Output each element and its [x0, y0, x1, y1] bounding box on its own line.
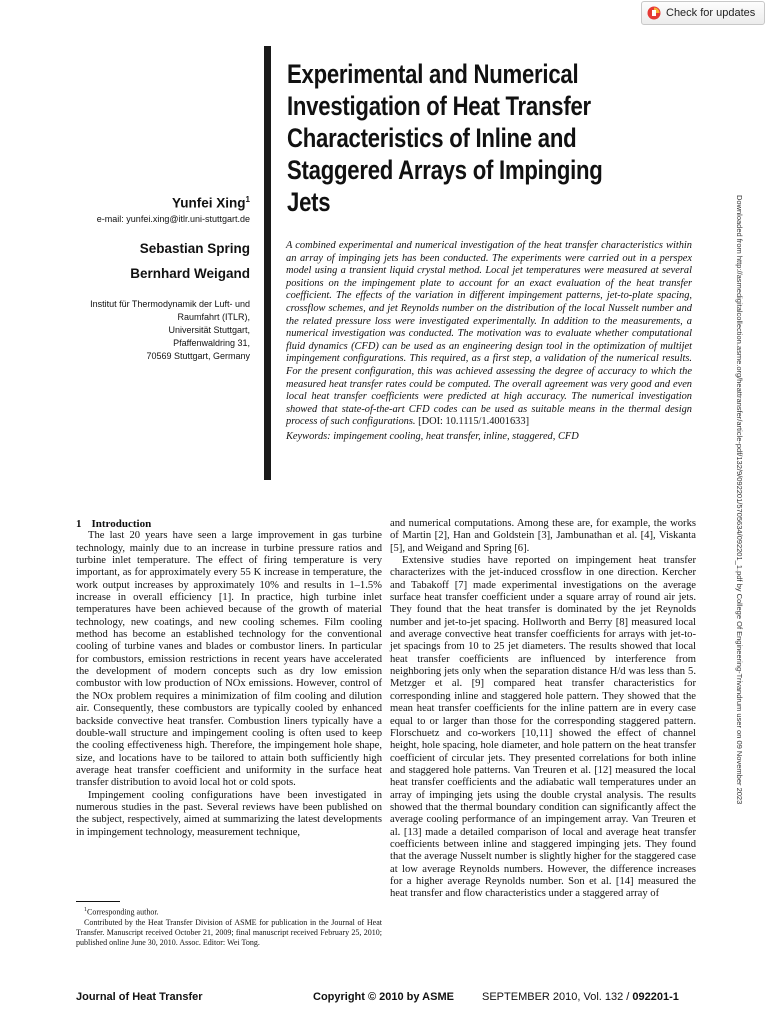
doi[interactable]: [DOI: 10.1115/1.4001633] — [418, 416, 530, 428]
author-2: Sebastian Spring — [139, 240, 250, 256]
paper-title: Experimental and Numerical Investigation of Heat Transfer Characteristics of Inline and Staggered Arrays of Impinging Jets — [287, 59, 603, 217]
footer-journal: Journal of Heat Transfer — [76, 991, 203, 1003]
check-updates-label: Check for updates — [666, 7, 756, 19]
body-paragraph: and numerical computations. Among these are, for example, the works of Martin [2], Han and Goldstein [3], Jambunathan et al. [4], Viskanta [5], and Weigand and Spring [6]. — [390, 518, 696, 554]
download-notice: Downloaded from http://asmedigitalcollection.asme.org/heattransfer/article-pdf/132/9/092201/5705634/092201_1.pdf by College Of Engineering-Trivandrum user on 09 November 2023 — [735, 195, 744, 805]
author-email[interactable]: e-mail: yunfei.xing@itlr.uni-stuttgart.de — [96, 213, 250, 224]
body-paragraph: Extensive studies have reported on impingement heat transfer characterizes with the jet-induced crossflow in one direction. Kercher and Tabakoff [7] made experimental investigations on the average surface heat transfer coefficient under a square array of round air jets. They found that the heat transfer is dominated by the jet Reynolds number and jet-to-jet spacing. Hollworth and Berry [8] measured local and average convective heat transfer coefficients for arrays with jet-to-jet spacings from 10 to 25 jet diameters. The results showed that local heat transfer coefficients are influenced by interference from neighboring jets only when the separation distance H/d was less than 5. Metzger et al. [9] compared heat transfer characteristics for corresponding inline and staggered hole pattern. They showed that the mean heat transfer coefficients for the inline pattern are in every case equal to or larger than those for the corresponding staggered pattern. Florschuetz and co-workers [10,11] showed the effect of channel height, hole spacing, hole diameter, and hole pattern on the heat transfer coefficient of circular jets. They presented correlations for both inline and staggered hole patterns. Van Treuren et al. [12] measured the local heat transfer coefficients and the adiabatic wall temperatures under an array of impinging jets using the double crystal analysis. The results showed that the thermal boundary condition can significantly affect the average cooling performance of an impingement array. Van Treuren et al. [13] made a detailed comparison of local and average heat transfer coefficients between inline and staggered impinging jets. They found that the average Nusselt number is slightly higher for the staggered case at low average Reynolds numbers. However, the difference increases for a higher average Reynolds number. Son et al. [14] measured the heat transfer and flow characteristics under a staggered array of — [390, 555, 696, 900]
footer-copyright: Copyright © 2010 by ASME — [313, 991, 454, 1003]
right-column — [390, 518, 696, 901]
abstract: A combined experimental and numerical investigation of the heat transfer characteristics within an array of impinging jets has been conducted. The experiments were carried out in a perspex model using a transient liquid crystal method. Local jet temperatures were measured at several positions on the impingement plate to account for an exact evaluation of the heat transfer coefficient. The effects of the variation in different impingement patterns, jet-to-plate spacing, crossflow schemes, and jet Reynolds number on the distribution of the local Nusselt number and the related pressure loss were investigated experimentally. In addition to the measurements, a numerical investigation was conducted. The motivation was to evaluate whether computational fluid dynamics (CFD) can be used as an engineering design tool in the optimization of multijet impingement configurations. This required, as a first step, a validation of the numerical results. For the present configuration, this was achieved assessing the degree of accuracy to which the measured heat transfer rates could be computed. The overall agreement was very good and even local heat transfer coefficients were predicted at high accuracy. The numerical investigation showed that state-of-the-art CFD codes can be used as suitable means in the thermal design process of such configurations. [DOI: 10.1115/1.4001633] — [286, 240, 692, 428]
author-block — [90, 192, 250, 363]
keywords: Keywords: impingement cooling, heat transfer, inline, staggered, CFD — [286, 431, 579, 442]
author-1: Yunfei Xing$^1$ — [172, 195, 250, 211]
body-paragraph: The last 20 years have seen a large improvement in gas turbine technology, mainly due to an increase in turbine pressure ratios and turbine inlet temperature. The effect of firing temperature is very important, as for approximately every 55 K increase in temperature, the work output increases by approximately 10% and results in 1–1.5% increase in overall efficiency [1]. In practice, high turbine inlet temperatures have been achieved because of the growth of material technology, new coatings, and new cooling schemes. Film cooling method has become an established technology for the conventional cooling of turbine vanes and blades or combustor liners. In particular for combustors, emission restrictions in recent years have accelerated the development of modern concepts such as dry low emission combustor with low production of NOx emissions. However, control of the NOx problem requires a minimization of film cooling and dilution air. Consequently, these combustors are typically cooled by enhanced backside convective heat transfer. Combustion liners typically have a double-wall structure and impingement cooling is often used to keep the cooling effectiveness high. Therefore, the impingement hole shape, size, and locations have to be tailored to attain both sufficiently high average heat transfer coefficient and uniformity in the surface heat transfer distribution to avoid local hot or cold spots. — [76, 530, 382, 789]
footnote-rule — [76, 901, 120, 902]
author-3: Bernhard Weigand — [130, 265, 250, 281]
footnote: $^1$Corresponding author. Contributed by the Heat Transfer Division of ASME for publication in the Journal of Heat Transfer. Manuscript received October 21, 2009; final manuscript received February 25, 2010; published online June 30, 2010. Assoc. Editor: Wei Tong. — [76, 907, 382, 947]
footnote-contributed: Contributed by the Heat Transfer Division of ASME for publication in the Journal of Heat Transfer. Manuscript received October 21, 2009; final manuscript received February 25, 2010; published online June 30, 2010. Assoc. Editor: Wei Tong. — [76, 917, 382, 947]
body-paragraph: Impingement cooling configurations have been investigated in numerous studies in the past. Several reviews have been published on the subject, respectively, aimed at summarizing the latest developments in impingement technology, measurement technique, — [76, 789, 382, 838]
left-column — [76, 518, 382, 839]
check-for-updates-button[interactable] — [641, 1, 765, 25]
footnote-corresponding: Corresponding author. — [87, 907, 159, 917]
affiliation: Institut für Thermodynamik der Luft- und Raumfahrt (ITLR), Universität Stuttgart, Pfaffenwaldring 31, 70569 Stuttgart, Germany — [90, 298, 250, 361]
footer-page: 092201-1 — [632, 991, 679, 1003]
footer-issue: SEPTEMBER 2010, Vol. 132 / 092201-1 — [482, 991, 679, 1003]
author-1-mark: 1 — [245, 195, 250, 204]
check-updates-logo-icon — [647, 6, 661, 20]
section-heading: 1 Introduction — [76, 518, 152, 530]
title-rule — [264, 46, 271, 480]
